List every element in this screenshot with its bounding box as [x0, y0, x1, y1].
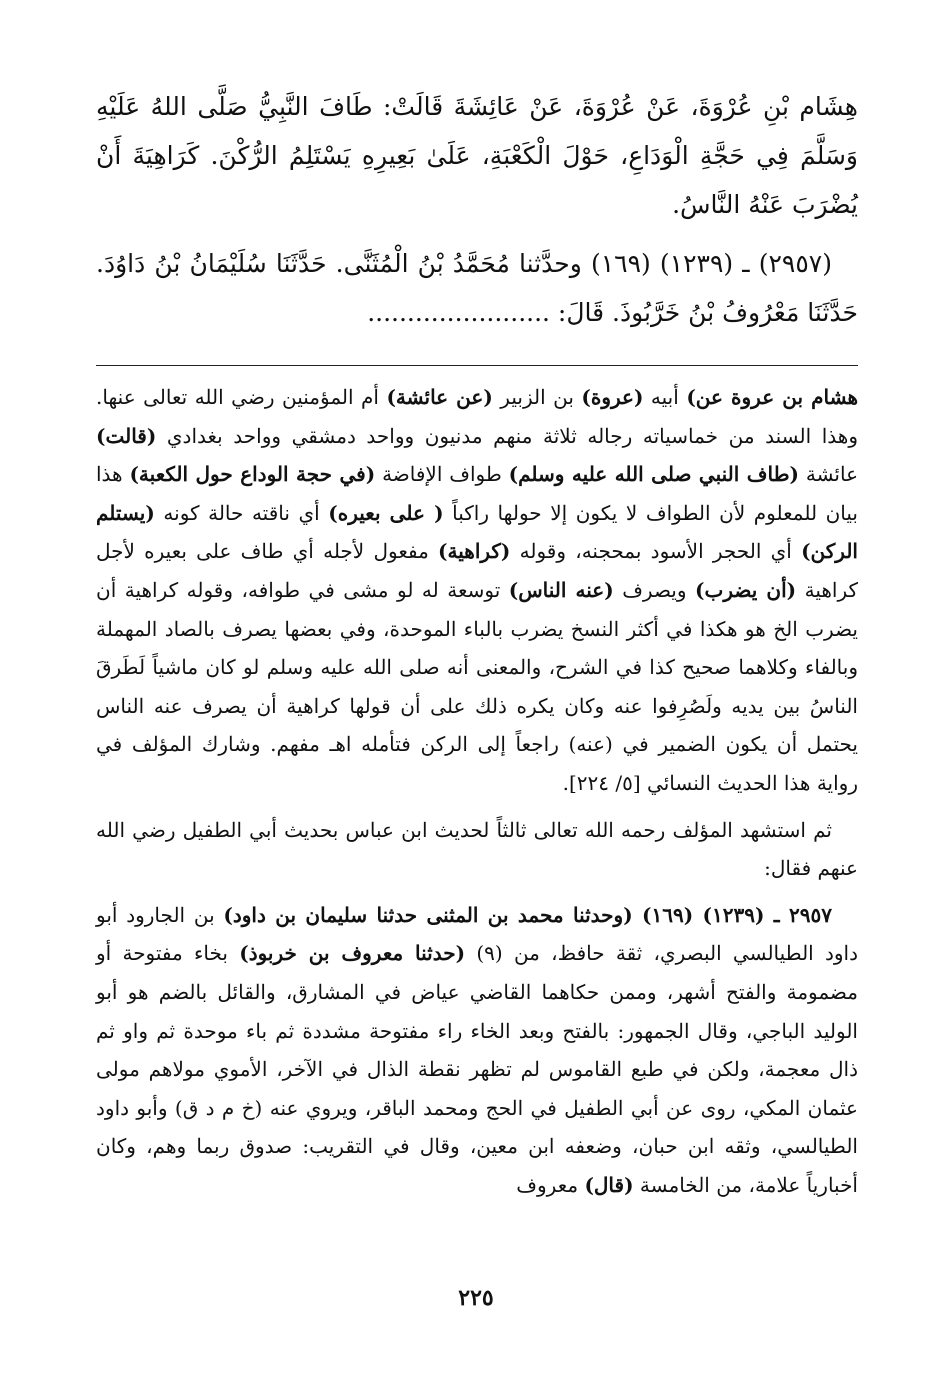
text-run: هذا بيان للمعلوم لأن الطواف لا يكون إلا حولها راكباً: [96, 462, 859, 525]
text-run: بن الجارود أبو داود الطيالسي البصري، ثقة حافظ، من (٩): [96, 902, 858, 966]
text-run: توسعة له لو مشى في طوافه، وقوله كراهية أن يضرب الخ هو هكذا في أكثر النسخ يضرب بالباء الموحدة، وفي بعضها يصرف بالصاد المهملة وبالفاء وكلاهما صحيح كذا في الشرح، والمعنى أنه صلى الله عليه وسلم لو كان ماشياً لَطَرقَ الناسُ بين يديه ولَصُرِفوا عنه وكان يكره ذلك على أن قولها كراهية أن يصرف عنه الناس يحتمل أن يكون الضمير في (عنه) راجعاً إلى الركن فتأمله اهـ مفهم. وشارك المؤلف في رواية هذا الحديث النسائي [٥/ ٢٢٤].: [96, 577, 858, 795]
text-run: بن الزبير: [492, 385, 582, 409]
bold-term: (عنه الناس): [508, 577, 614, 602]
commentary: [96, 378, 858, 1204]
bold-term: (حدثنا معروف بن خربوذ): [239, 941, 466, 966]
commentary-paragraph: ثم استشهد المؤلف رحمه الله تعالى ثالثاً لحديث ابن عباس بحديث أبي الطفيل رضي الله عنهم فقال:: [96, 817, 858, 881]
hadith-chain-paragraph: (٢٩٥٧) ـ (١٢٣٩) (١٦٩) وحدَّثنا مُحَمَّدُ بْنُ الْمُثَنَّى. حَدَّثَنَا سُلَيْمَانُ بْنُ دَاوُدَ. حَدَّثَنَا مَعْرُوفُ بْنُ خَرَّبُوذَ. قَالَ: .......................: [96, 249, 858, 327]
bold-term: (في حجة الوداع حول الكعبة): [129, 462, 376, 487]
text-run: أبيه: [643, 385, 687, 409]
bold-term: ( على بعيره): [328, 500, 444, 525]
text-run: أي ناقته حالة كونه: [154, 500, 329, 525]
bold-term: (قالت): [96, 423, 157, 448]
text-run: طواف الإفاضة: [375, 462, 509, 487]
page-body: [96, 82, 858, 1204]
text-run: معروف: [516, 1172, 585, 1197]
hadith-text: [96, 82, 858, 337]
text-run: أم المؤمنين رضي الله تعالى عنها. وهذا السند من خماسياته رجاله ثلاثة منهم مدنيون وواحد دمشقي وواحد بغدادي: [96, 385, 858, 448]
bold-term: (قال): [584, 1172, 634, 1197]
text-run: أي الحجر الأسود بمحجنه، وقوله: [510, 539, 802, 564]
bold-term: (كراهية): [438, 539, 511, 564]
text-run: ويصرف: [613, 577, 696, 602]
footnote-divider: [96, 365, 858, 366]
page-number: ٢٢٥: [458, 1285, 494, 1311]
bold-term: (أن يضرب): [695, 577, 797, 602]
commentary-paragraph: [96, 896, 858, 1205]
text-run: بخاء مفتوحة أو مضمومة والفتح أشهر، وممن حكاهما القاضي عياض في المشارق، والقائل بالضم هو أبو الوليد الباجي، وقال الجمهور: بالفتح وبعد الخاء راء مفتوحة مشددة ثم باء موحدة ثم واو ثم ذال معجمة، ولكن في طبع القاموس لم تظهر نقطة الذال في الآخر، الأموي مولاهم مولى عثمان المكي، روى عن أبي الطفيل في الحج ومحمد الباقر، ويروي عنه (خ م د ق) وأبو داود الطيالسي، وثقه ابن حبان، وضعفه ابن معين، وقال في التقريب: صدوق ربما وهم، وكان أخبارياً علامة، من الخامسة: [96, 941, 858, 1197]
bold-term: (عن عائشة): [386, 385, 493, 409]
hadith-paragraph: هِشَام بْنِ عُرْوَةَ، عَنْ عُرْوَةَ، عَنْ عَائِشَةَ قَالَتْ: طَافَ النَّبِيُّ صَلَّى اللهُ عَلَيْهِ وَسَلَّمَ فِي حَجَّةِ الْوَدَاعِ، حَوْلَ الْكَعْبَةِ، عَلَىٰ بَعِيرِهِ يَسْتَلِمُ الرُّكْنَ. كَرَاهِيَةَ أَنْ يُضْرَبَ عَنْهُ النَّاسُ.: [96, 92, 858, 219]
commentary-paragraph: [96, 378, 858, 803]
text-run: عائشة: [798, 462, 859, 487]
text-run: مفعول لأجله أي طاف على بعيره لأجل كراهية: [96, 539, 859, 602]
bold-term: (يستلم الركن): [96, 500, 858, 564]
bold-term: (طاف النبي صلى الله عليه وسلم): [508, 462, 799, 487]
bold-term: ٢٩٥٧ ـ (١٢٣٩) (١٦٩) (وحدثنا محمد بن المثنى حدثنا سليمان بن داود): [223, 902, 833, 927]
bold-term: هشام بن عروة عن): [686, 385, 858, 409]
bold-term: (عروة): [581, 385, 644, 409]
